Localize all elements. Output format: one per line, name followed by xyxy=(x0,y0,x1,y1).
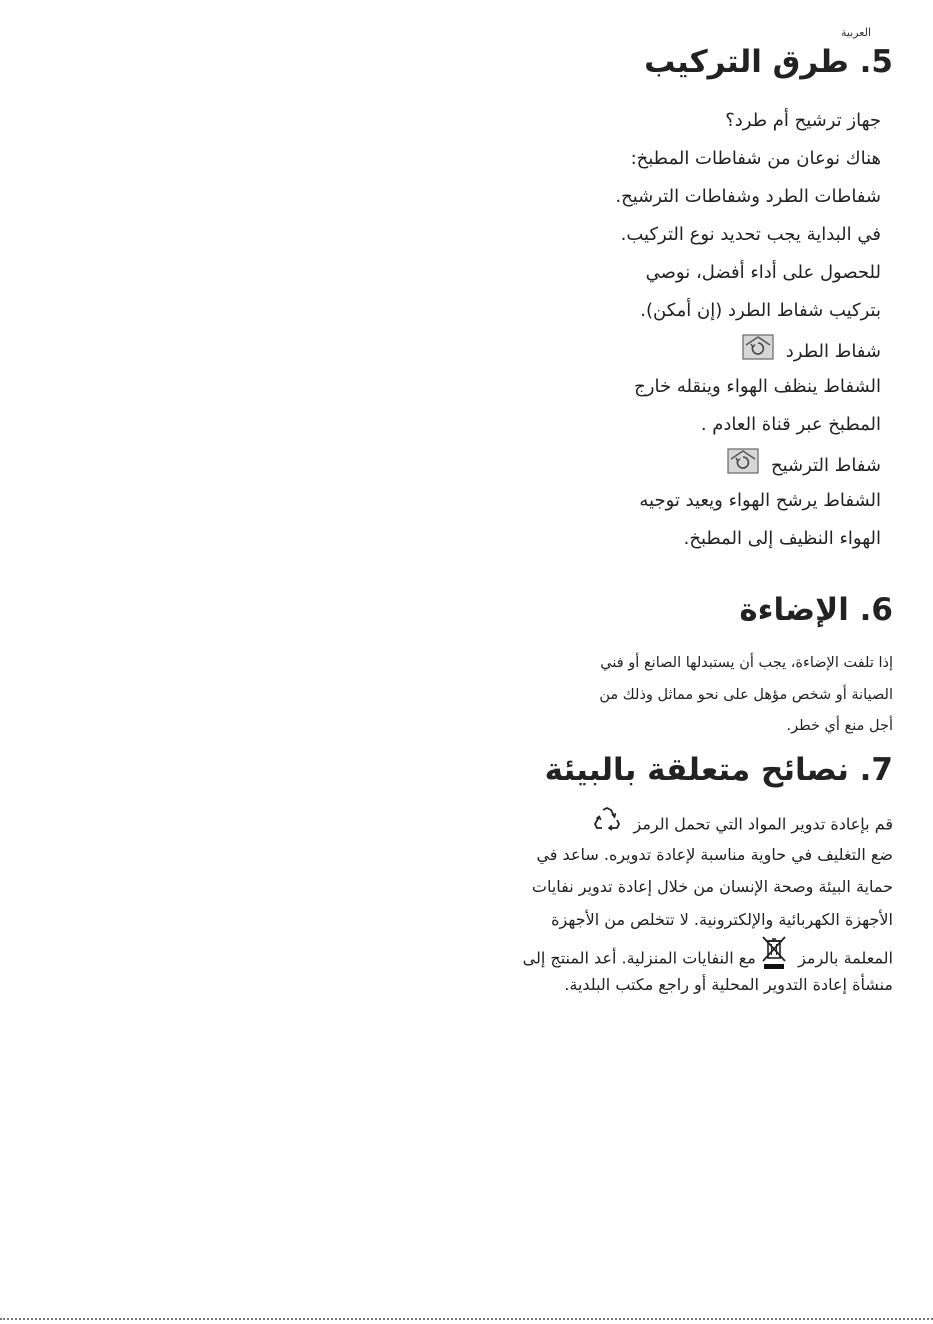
text-line: الأجهزة الكهربائية والإلكترونية. لا تتخلص من الأجهزة xyxy=(551,909,893,929)
recycle-icon xyxy=(592,806,622,844)
text-line: المطبخ عبر قناة العادم . xyxy=(700,414,881,435)
text-line: منشأة إعادة التدوير المحلية أو راجع مكتب البلدية. xyxy=(564,974,893,994)
section-5-number: 5. xyxy=(859,44,893,80)
text-line: إذا تلفت الإضاءة، يجب أن يستبدلها الصانع أو فني xyxy=(600,655,893,671)
text-line: بتركيب شفاط الطرد (إن أمكن). xyxy=(640,300,881,321)
section-5-title xyxy=(644,44,893,80)
text-line: هناك نوعان من شفاطات المطبخ: xyxy=(630,148,881,169)
section-7-heading: نصائح متعلقة بالبيئة xyxy=(544,752,849,788)
text-line: أجل منع أي خطر. xyxy=(786,718,893,734)
section-7-body xyxy=(443,806,893,1002)
recycle-line xyxy=(443,806,893,839)
text-line: الشفاط يرشح الهواء ويعيد توجيه xyxy=(639,490,881,511)
text-line: للحصول على أداء أفضل، نوصي xyxy=(645,262,881,283)
weee-line xyxy=(443,936,893,969)
extraction-mode-icon xyxy=(742,334,774,370)
text-line: الهواء النظيف إلى المطبخ. xyxy=(683,528,881,549)
text-line: ضع التغليف في حاوية مناسبة لإعادة تدويره. ساعد في xyxy=(536,844,893,864)
language-label: العربية xyxy=(840,26,871,39)
section-7-title xyxy=(545,752,893,788)
text-line: شفاطات الطرد وشفاطات الترشيح. xyxy=(615,186,881,207)
text-line: الصيانة أو شخص مؤهل على نحو مماثل وذلك من xyxy=(599,686,893,703)
text-line: في البداية يجب تحديد نوع التركيب. xyxy=(620,224,881,245)
filter-mode-label: شفاط الترشيح xyxy=(770,455,881,476)
section-5-body xyxy=(561,106,881,562)
section-7-number: 7. xyxy=(859,752,893,788)
text-line: المعلمة بالرمز xyxy=(798,948,893,968)
text-line: الشفاط ينظف الهواء وينقله خارج xyxy=(634,376,881,397)
filter-mode-line xyxy=(561,448,881,486)
section-6-number: 6. xyxy=(859,592,893,628)
page-edge-divider xyxy=(0,1318,933,1320)
extraction-mode-line xyxy=(561,334,881,372)
text-line: جهاز ترشيح أم طرد؟ xyxy=(725,110,881,131)
text-line: قم بإعادة تدوير المواد التي تحمل الرمز xyxy=(633,814,893,834)
section-5-heading: طرق التركيب xyxy=(644,44,849,80)
text-line: حماية البيئة وصحة الإنسان من خلال إعادة تدوير نفايات xyxy=(531,877,893,897)
extraction-mode-label: شفاط الطرد xyxy=(785,341,881,362)
filter-mode-icon xyxy=(727,448,759,484)
section-6-body xyxy=(443,648,893,743)
text-line: مع النفايات المنزلية. أعد المنتج إلى xyxy=(522,948,756,968)
section-6-heading: الإضاءة xyxy=(739,592,849,628)
section-6-title xyxy=(739,592,893,628)
